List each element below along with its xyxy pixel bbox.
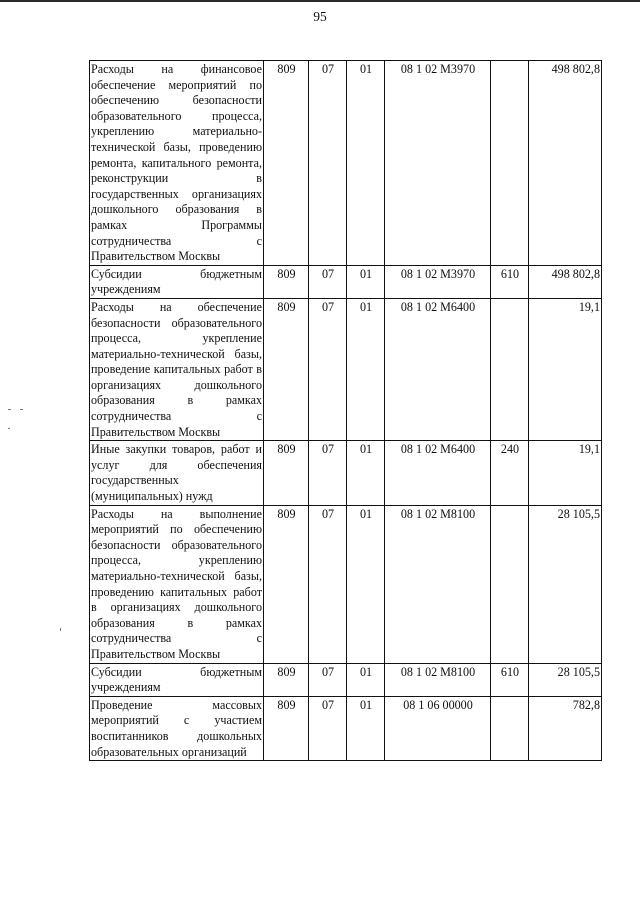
section-code: 07 [309,441,347,505]
expense-name: Проведение массовых мероприятий с участием воспитанников дошкольных образовательных организаций [90,696,264,760]
amount: 498 802,8 [529,61,602,266]
amount: 19,1 [529,441,602,505]
expense-type-code: 610 [491,265,529,298]
target-article-code: 08 1 02 М6400 [385,298,491,440]
expense-type-code [491,696,529,760]
subsection-code: 01 [347,663,385,696]
table-row [90,441,602,505]
subsection-code: 01 [347,61,385,266]
target-article-code: 08 1 02 М6400 [385,441,491,505]
section-code: 07 [309,505,347,663]
ministry-code: 809 [264,441,309,505]
table-row [90,298,602,440]
amount: 782,8 [529,696,602,760]
expense-type-code [491,505,529,663]
table-row [90,61,602,266]
page-number: 95 [313,9,327,24]
expense-name: Иные закупки товаров, работ и услуг для обеспечения государственных (муниципальных) нужд [90,441,264,505]
table-row [90,696,602,760]
target-article-code: 08 1 02 М3970 [385,61,491,266]
amount: 28 105,5 [529,505,602,663]
expense-type-code [491,298,529,440]
expense-type-code: 240 [491,441,529,505]
ministry-code: 809 [264,696,309,760]
ministry-code: 809 [264,61,309,266]
subsection-code: 01 [347,441,385,505]
table-row [90,663,602,696]
budget-table [89,60,602,761]
scan-speck [60,628,61,631]
expense-name: Субсидии бюджетным учреждениям [90,663,264,696]
expense-type-code [491,61,529,266]
table-row [90,505,602,663]
ministry-code: 809 [264,265,309,298]
ministry-code: 809 [264,505,309,663]
scan-speck [20,409,23,410]
target-article-code: 08 1 02 М8100 [385,663,491,696]
subsection-code: 01 [347,265,385,298]
section-code: 07 [309,696,347,760]
amount: 19,1 [529,298,602,440]
expense-name: Расходы на выполнение мероприятий по обеспечению безопасности образовательного процесса, укреплению материально-технической базы, проведению капитальных работ в организациях дошкольного образования в рамках сотрудничества с Правительством Москвы [90,505,264,663]
table-row [90,265,602,298]
target-article-code: 08 1 02 М8100 [385,505,491,663]
expense-name: Расходы на обеспечение безопасности образовательного процесса, укрепление материально-технической базы, проведение капитальных работ в организациях дошкольного образования в рамках сотрудничества с Правительством Москвы [90,298,264,440]
ministry-code: 809 [264,298,309,440]
expense-name: Субсидии бюджетным учреждениям [90,265,264,298]
section-code: 07 [309,298,347,440]
expense-name: Расходы на финансовое обеспечение мероприятий по обеспечению безопасности образовательного процесса, укреплению материально-технической базы, проведению ремонта, капитального ремонта, реконструкции в государственных организациях дошкольного образования в рамках Программы сотрудничества с Правительством Москвы [90,61,264,266]
scan-edge-top [0,0,640,2]
section-code: 07 [309,61,347,266]
scan-speck [8,428,10,429]
subsection-code: 01 [347,505,385,663]
target-article-code: 08 1 02 М3970 [385,265,491,298]
target-article-code: 08 1 06 00000 [385,696,491,760]
amount: 28 105,5 [529,663,602,696]
amount: 498 802,8 [529,265,602,298]
subsection-code: 01 [347,696,385,760]
section-code: 07 [309,265,347,298]
scan-speck [8,409,11,410]
section-code: 07 [309,663,347,696]
subsection-code: 01 [347,298,385,440]
expense-type-code: 610 [491,663,529,696]
ministry-code: 809 [264,663,309,696]
